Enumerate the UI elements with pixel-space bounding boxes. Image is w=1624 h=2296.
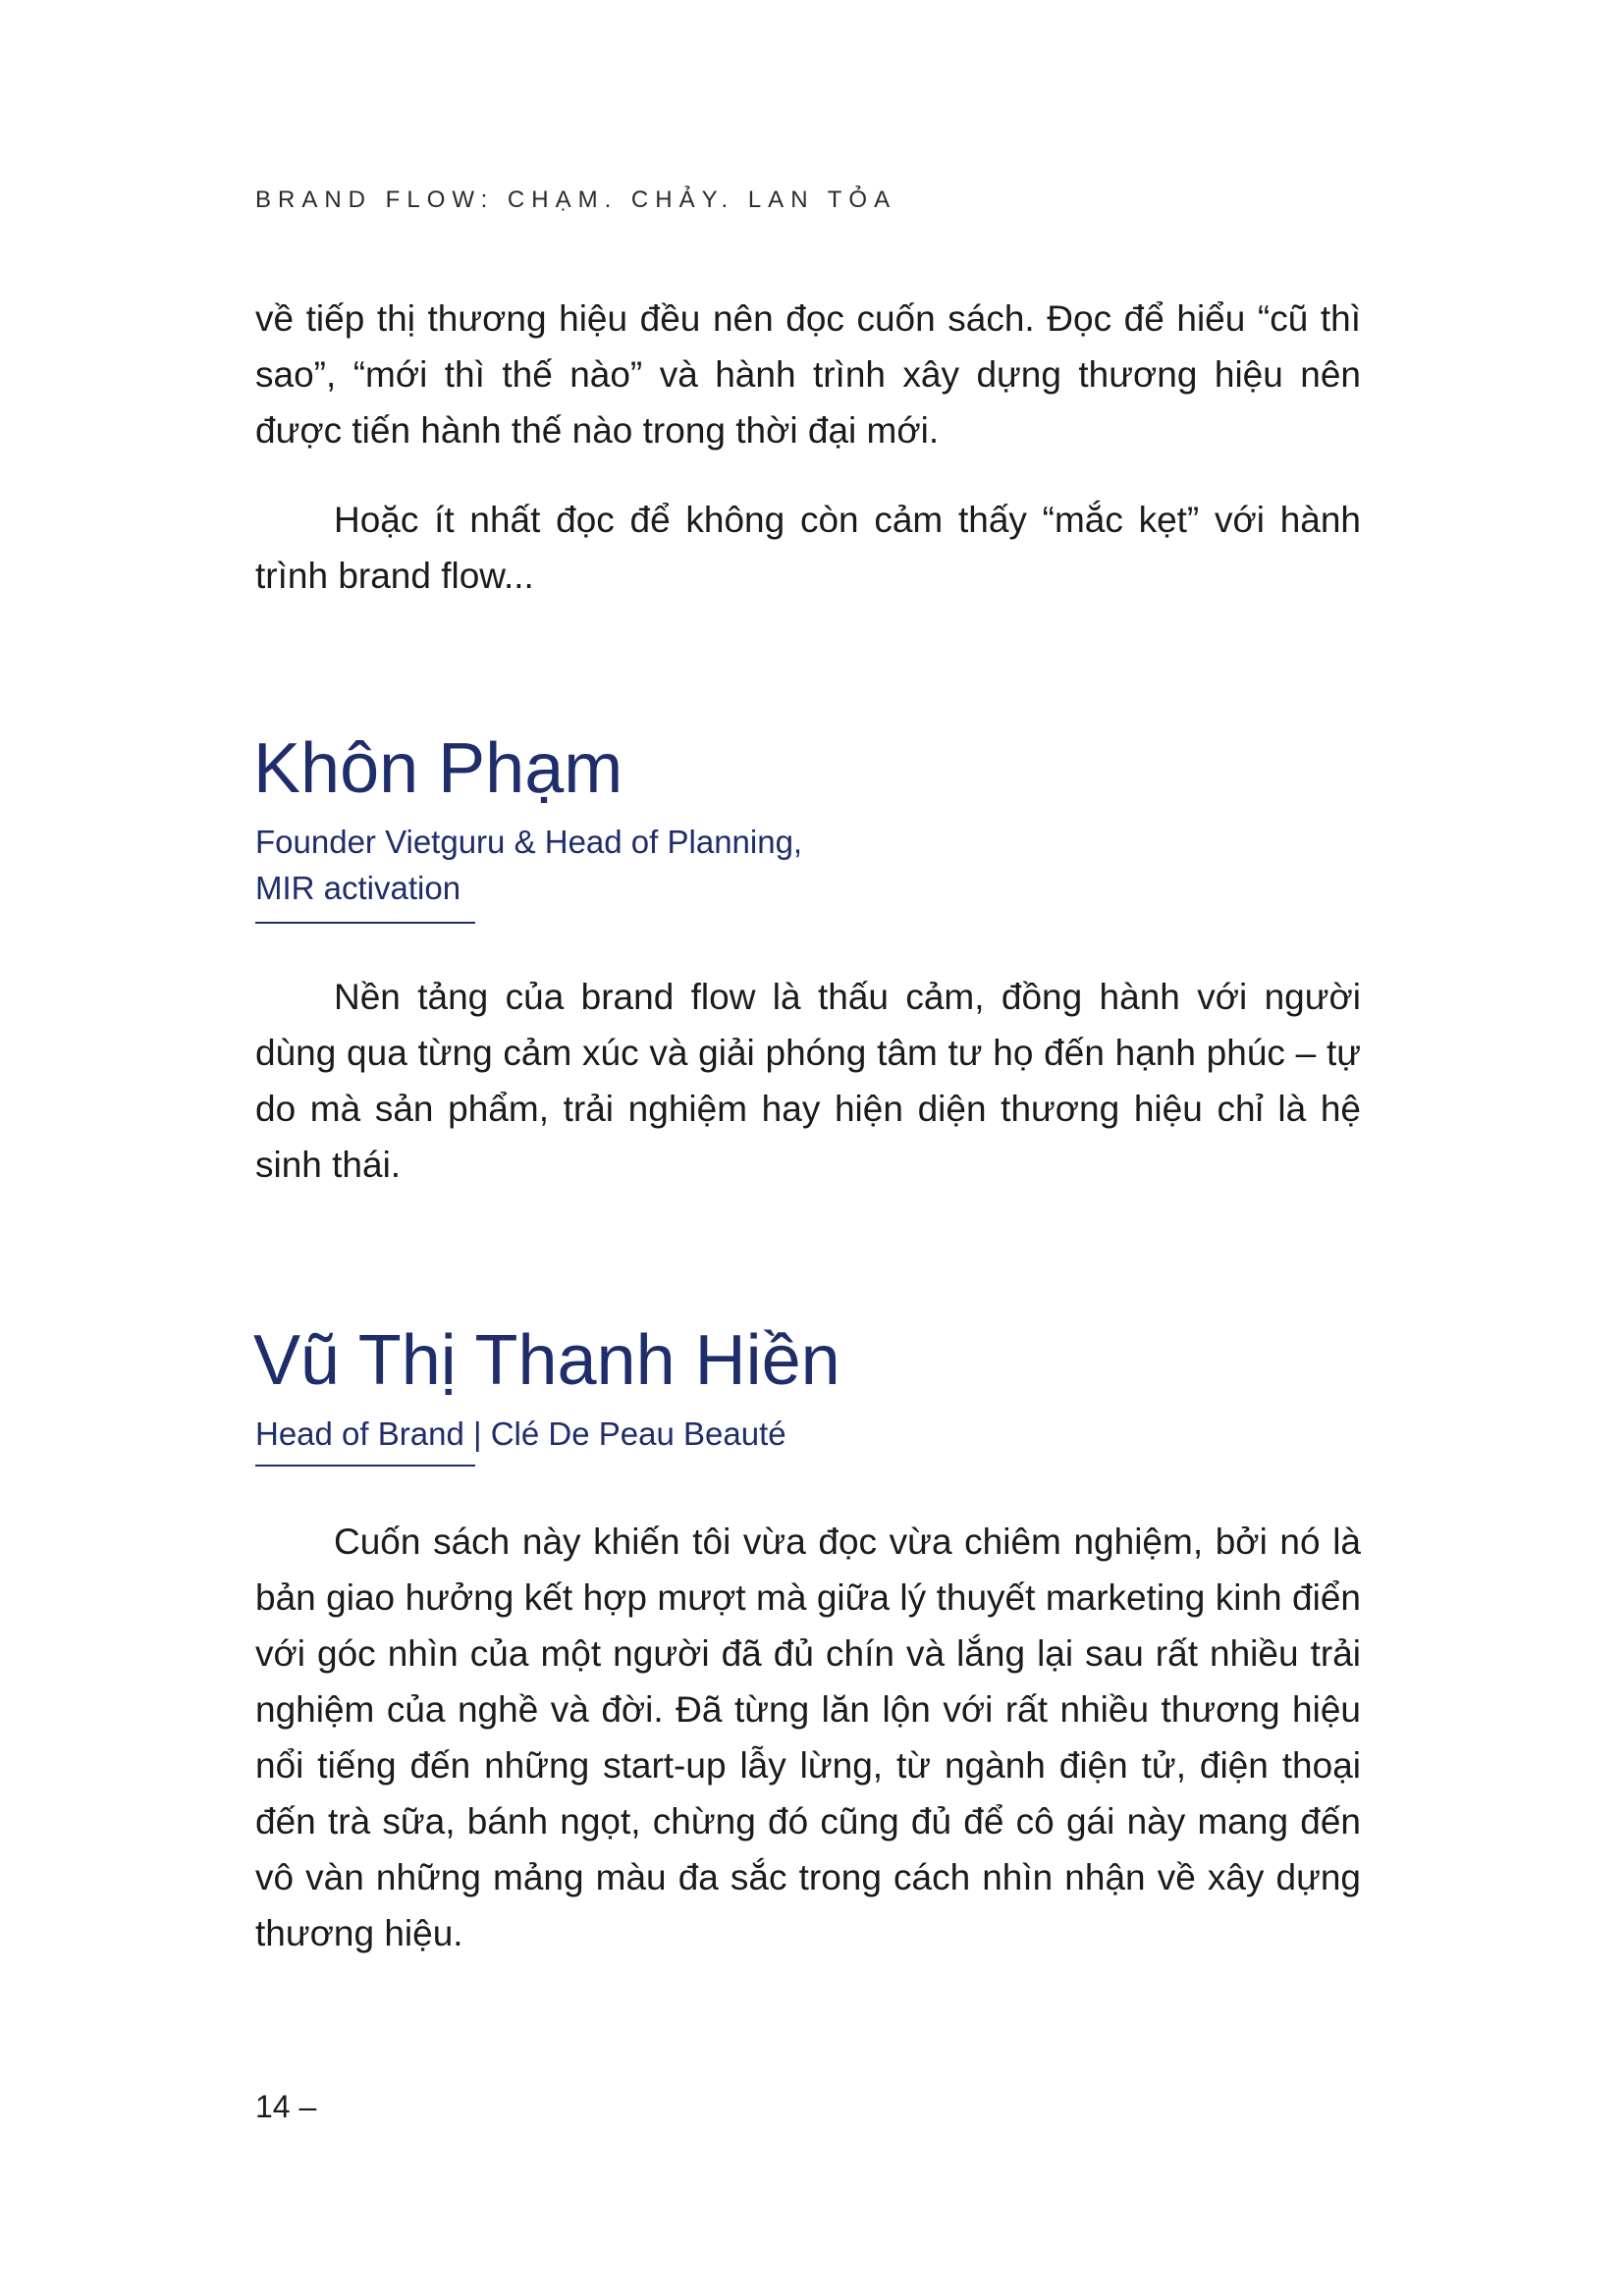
reviewer-quote: Cuốn sách này khiến tôi vừa đọc vừa chiêm nghiệm, bởi nó là bản giao hưởng kết hợp mượt mà giữa lý thuyết marketing kinh điển với góc nhìn của một người đã đủ chín và lắng lại sau rất nhiều trải nghiệm của nghề và đời. Đã từng lăn lộn với rất nhiều thương hiệu nổi tiếng đến những start-up lẫy lừng, từ ngành điện tử, điện thoại đến trà sữa, bánh ngọt, chừng đó cũng đủ để cô gái này mang đến vô vàn những mảng màu đa sắc trong cách nhìn nhận về xây dựng thương hiệu. [255,1522,1361,1953]
intro-paragraph: Hoặc ít nhất đọc để không còn cảm thấy “mắc kẹt” với hành trình brand flow... [255,500,1361,596]
reviewer-name: Vũ Thị Thanh Hiền [253,1321,840,1400]
reviewer-quote: Nền tảng của brand flow là thấu cảm, đồng hành với người dùng qua từng cảm xúc và giải phóng tâm tư họ đến hạnh phúc – tự do mà sản phẩm, trải nghiệm hay hiện diện thương hiệu chỉ là hệ sinh thái. [255,977,1361,1185]
divider-rule [255,1465,475,1467]
page-number: 14 – [255,2089,317,2124]
divider-rule [255,922,475,924]
intro-paragraph: về tiếp thị thương hiệu đều nên đọc cuốn sách. Đọc để hiểu “cũ thì sao”, “mới thì thế nào” và hành trình xây dựng thương hiệu nên được tiến hành thế nào trong thời đại mới. [255,298,1361,451]
reviewer-role: MIR activation [255,870,461,906]
running-header: BRAND FLOW: CHẠM. CHẢY. LAN TỎA [255,187,897,213]
reviewer-name: Khôn Phạm [253,729,623,808]
reviewer-role: Head of Brand | Clé De Peau Beauté [255,1415,786,1452]
reviewer-role: Founder Vietguru & Head of Planning, [255,824,803,860]
